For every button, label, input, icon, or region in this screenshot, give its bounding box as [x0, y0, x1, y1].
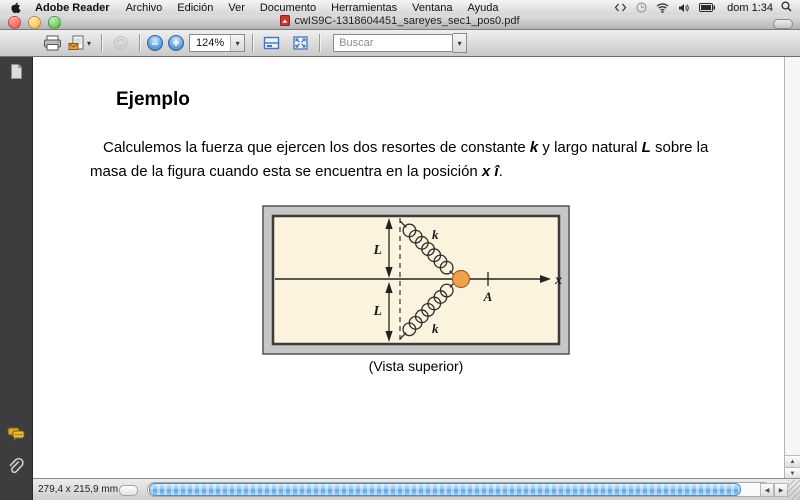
- spotlight-icon[interactable]: [781, 1, 792, 15]
- printer-icon: [43, 35, 62, 51]
- label-x-axis: x: [555, 273, 562, 288]
- var-x: x î: [481, 163, 499, 180]
- label-L-bottom: L: [373, 304, 382, 319]
- comments-panel-icon[interactable]: [0, 427, 32, 441]
- menu-documento[interactable]: Documento: [259, 1, 317, 14]
- doc-heading: Ejemplo: [116, 89, 190, 110]
- search-input[interactable]: [333, 34, 453, 52]
- menu-herramientas[interactable]: Herramientas: [331, 1, 398, 14]
- actual-size-icon: [263, 35, 280, 51]
- horizontal-scroll-thumb[interactable]: [149, 483, 741, 496]
- horizontal-scrollbar[interactable]: [147, 482, 770, 497]
- window-title: [0, 15, 800, 29]
- pdf-page: [33, 57, 785, 479]
- label-k-bottom: k: [432, 321, 439, 336]
- scroll-down-button[interactable]: ▼: [785, 467, 800, 479]
- zoom-level-dropdown[interactable]: ▾: [230, 35, 244, 51]
- apple-icon: [9, 1, 21, 14]
- paragraph-text: sobre la masa de la figura cuando esta se encuentra en la posición: [90, 139, 709, 180]
- attachments-panel-icon[interactable]: [0, 455, 32, 475]
- menu-ver[interactable]: Ver: [228, 1, 245, 14]
- menu-bar: [0, 0, 800, 16]
- toolbar-separator: [101, 34, 102, 52]
- scroll-left-button[interactable]: ◀: [760, 483, 774, 497]
- zoom-out-icon: –: [151, 35, 159, 50]
- scroll-up-button[interactable]: ▲: [785, 455, 800, 467]
- label-k-top: k: [432, 227, 439, 242]
- email-button[interactable]: [65, 33, 94, 53]
- search-control: [333, 33, 467, 53]
- toolbar-separator: [252, 34, 253, 52]
- springs-figure: [262, 205, 570, 355]
- zoom-out-button[interactable]: [147, 35, 163, 51]
- doc-paragraph: [90, 136, 730, 184]
- zoom-level-value[interactable]: 124%: [196, 37, 225, 49]
- disabled-tool-icon: [112, 35, 129, 51]
- code-brackets-icon[interactable]: [614, 3, 627, 12]
- toolbar-toggle-button[interactable]: [773, 19, 793, 29]
- paragraph-text: .: [498, 163, 503, 180]
- menu-status-icons: [614, 2, 715, 13]
- menu-ventana[interactable]: Ventana: [412, 1, 453, 14]
- var-k: k: [529, 139, 539, 156]
- window-title-text: cwIS9C-1318604451_sareyes_sec1_pos0.pdf: [294, 15, 520, 27]
- vertical-scroll-arrows: [785, 455, 800, 479]
- toolbar-separator: [319, 34, 320, 52]
- pages-panel-icon[interactable]: [0, 63, 32, 80]
- volume-icon[interactable]: [678, 3, 690, 13]
- search-dropdown[interactable]: ▾: [453, 33, 467, 53]
- menu-clock[interactable]: dom 1:34: [727, 1, 773, 14]
- apple-menu[interactable]: [9, 1, 21, 14]
- email-dropdown-caret: ▾: [87, 38, 92, 48]
- label-point-A: A: [483, 289, 493, 304]
- paragraph-text: y largo natural: [538, 139, 642, 156]
- figure-caption: (Vista superior): [368, 358, 464, 374]
- menu-archivo[interactable]: Archivo: [125, 1, 163, 14]
- zoom-in-icon: +: [172, 35, 180, 50]
- mass-ball: [453, 271, 470, 288]
- pdf-file-icon: [280, 15, 290, 29]
- actual-size-button[interactable]: [260, 33, 283, 53]
- battery-icon[interactable]: [699, 3, 715, 12]
- scroll-right-button[interactable]: ▶: [774, 483, 788, 497]
- window-title-bar[interactable]: [0, 15, 800, 30]
- zoom-level-control: [189, 34, 245, 52]
- clock-status-icon[interactable]: [636, 2, 647, 13]
- zoom-in-button[interactable]: [168, 35, 184, 51]
- page-size-label: 279,4 x 215,9 mm: [38, 484, 119, 495]
- fit-page-button[interactable]: [289, 33, 312, 53]
- label-L-top: L: [373, 243, 382, 258]
- springs-figure-svg: [262, 205, 570, 355]
- print-button[interactable]: [40, 33, 65, 53]
- email-icon: [68, 35, 86, 51]
- disabled-tool-button: [109, 33, 132, 53]
- wifi-icon[interactable]: [656, 3, 669, 13]
- toolbar-separator: [139, 34, 140, 52]
- vertical-scrollbar[interactable]: [784, 57, 800, 479]
- toolbar: [0, 30, 800, 57]
- horizontal-scroll-arrows: [760, 483, 788, 497]
- navigation-sidebar: [0, 57, 33, 500]
- status-pill-widget[interactable]: [119, 485, 138, 496]
- var-L: L: [641, 139, 651, 156]
- paragraph-text: Calculemos la fuerza que ejercen los dos resortes de constante: [103, 139, 530, 156]
- menu-ayuda[interactable]: Ayuda: [467, 1, 499, 14]
- menu-edicion[interactable]: Edición: [177, 1, 214, 14]
- window-resize-grip[interactable]: [788, 480, 800, 500]
- menu-app-name[interactable]: Adobe Reader: [35, 1, 110, 14]
- status-bar: [33, 478, 800, 500]
- fit-page-icon: [292, 35, 309, 51]
